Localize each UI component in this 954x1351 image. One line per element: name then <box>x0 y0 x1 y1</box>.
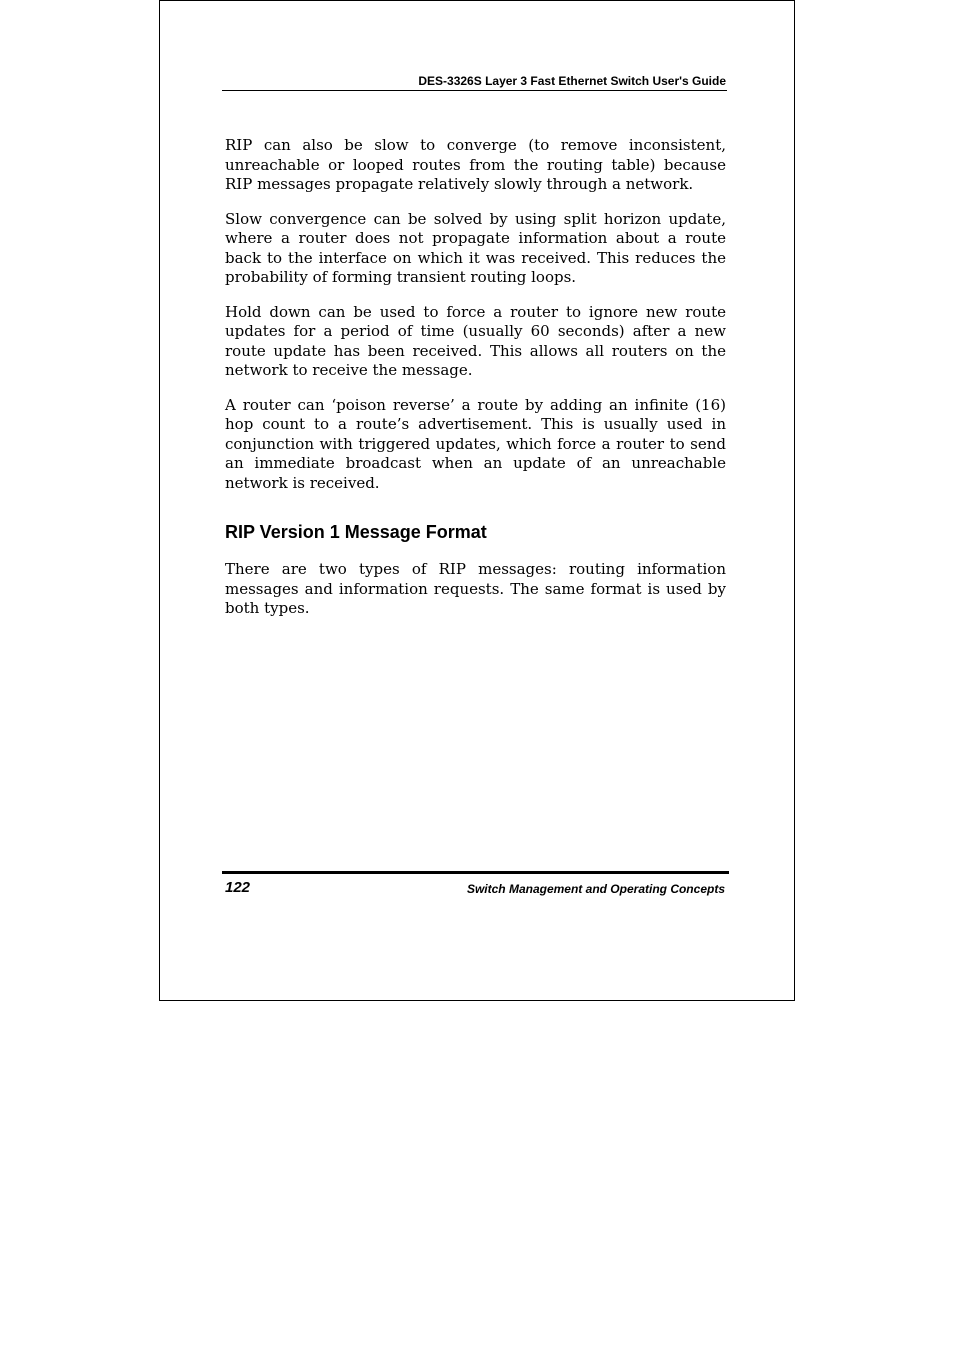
footer-rule <box>222 871 729 874</box>
section-heading: RIP Version 1 Message Format <box>225 522 487 542</box>
paragraph-split-horizon: Slow convergence can be solved by using split horizon update, where a router does not propagate information about a route back to the interface on which it was received. This reduces the probability of forming transient routing loops. <box>225 209 726 286</box>
section-body <box>225 560 726 619</box>
body-text <box>225 136 726 508</box>
running-header: DES-3326S Layer 3 Fast Ethernet Switch User's Guide <box>222 73 727 91</box>
page-number: 122 <box>225 879 251 896</box>
footer-chapter-title: Switch Management and Operating Concepts <box>466 882 725 896</box>
paragraph-hold-down: Hold down can be used to force a router to ignore new route updates for a period of time (usually 60 seconds) after a new route update has been received. This allows all routers on the network to receive the message. <box>225 302 726 379</box>
paragraph-message-types: There are two types of RIP messages: routing information messages and information requests. The same format is used by both types. <box>225 560 726 617</box>
paragraph-slow-convergence: RIP can also be slow to converge (to remove inconsistent, unreachable or looped routes from the routing table) because RIP messages propagate relatively slowly through a network. <box>225 136 726 193</box>
paragraph-poison-reverse: A router can ‘poison reverse’ a route by adding an infinite (16) hop count to a route’s advertisement. This is usually used in conjunction with triggered updates, which force a router to send an immediate broadcast when an update of an unreachable network is received. <box>225 395 726 492</box>
